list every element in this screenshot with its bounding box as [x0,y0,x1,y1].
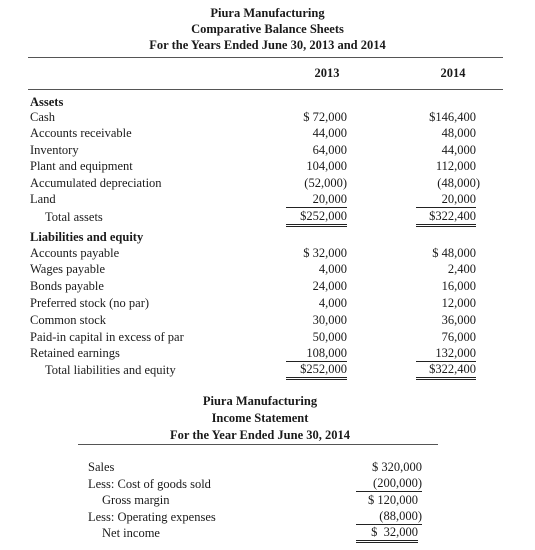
value-2013: 24,000 [312,279,347,293]
row-label: Accounts payable [30,246,120,260]
total-liabilities-2014: $322,400 [416,362,476,380]
row-label: Bonds payable [30,279,104,293]
row-label: Common stock [30,313,107,327]
column-header-2014: 2014 [440,66,466,80]
value-2013: 104,000 [306,159,347,173]
value-2013: 108,000 [286,346,347,362]
value-2014: 112,000 [435,159,476,173]
value-2013: 4,000 [318,296,347,310]
is-row-label: Less: Cost of goods sold [88,477,211,491]
value-2013: 64,000 [312,143,347,157]
statement-title: Comparative Balance Sheets [191,22,344,36]
assets-heading: Assets [30,95,64,109]
is-company-name: Piura Manufacturing [202,394,318,408]
row-label: Accumulated depreciation [30,176,162,190]
row-label: Wages payable [30,262,105,276]
value-2013: 30,000 [312,313,347,327]
is-header-rule [78,444,438,445]
value-2013: 4,000 [318,262,347,276]
value-2014: 2,400 [447,262,476,276]
liabilities-heading: Liabilities and equity [30,230,144,244]
value-2014: 16,000 [441,279,476,293]
value-2014: 48,000 [441,126,476,140]
row-label: Accounts receivable [30,126,132,140]
is-period: For the Year Ended June 30, 2014 [170,428,350,442]
row-label: Land [30,192,56,206]
is-row-value: $ 120,000 [368,493,418,507]
row-label: Preferred stock (no par) [30,296,150,310]
row-label: Inventory [30,143,79,157]
value-2014: 44,000 [441,143,476,157]
value-2014: 36,000 [441,313,476,327]
value-2013: $ 32,000 [303,246,347,260]
value-2014: $ 48,000 [432,246,476,260]
value-2014: 132,000 [416,346,476,362]
is-row-label: Gross margin [102,493,170,507]
row-label: Paid-in capital in excess of par [30,330,184,344]
is-row-value: $ 320,000 [372,460,422,474]
value-2013: $ 72,000 [303,110,347,124]
value-2014: (48,000) [437,176,480,190]
company-name: Piura Manufacturing [210,6,325,20]
total-assets-2013: $252,000 [286,209,347,227]
total-liabilities-label: Total liabilities and equity [45,363,176,377]
is-row-value: (88,000) [356,509,422,525]
value-2014: 20,000 [416,192,476,208]
value-2014: 76,000 [441,330,476,344]
row-label: Retained earnings [30,346,120,360]
column-header-2013: 2013 [314,66,340,80]
value-2013: 20,000 [286,192,347,208]
row-label: Plant and equipment [30,159,133,173]
value-2013: (52,000) [304,176,347,190]
statement-period: For the Years Ended June 30, 2013 and 2014 [149,38,386,52]
value-2013: 44,000 [312,126,347,140]
is-row-label: Sales [88,460,115,474]
total-liabilities-2013: $252,000 [286,362,347,380]
row-label: Cash [30,110,55,124]
is-title: Income Statement [211,411,309,425]
is-row-value: $ 32,000 [356,525,418,543]
value-2014: $146,400 [429,110,476,124]
total-assets-2014: $322,400 [416,209,476,227]
value-2013: 50,000 [312,330,347,344]
value-2014: 12,000 [441,296,476,310]
is-row-label: Net income [102,526,160,540]
is-row-value: (200,000) [356,476,422,492]
total-assets-label: Total assets [45,210,103,224]
is-row-label: Less: Operating expenses [88,510,216,524]
